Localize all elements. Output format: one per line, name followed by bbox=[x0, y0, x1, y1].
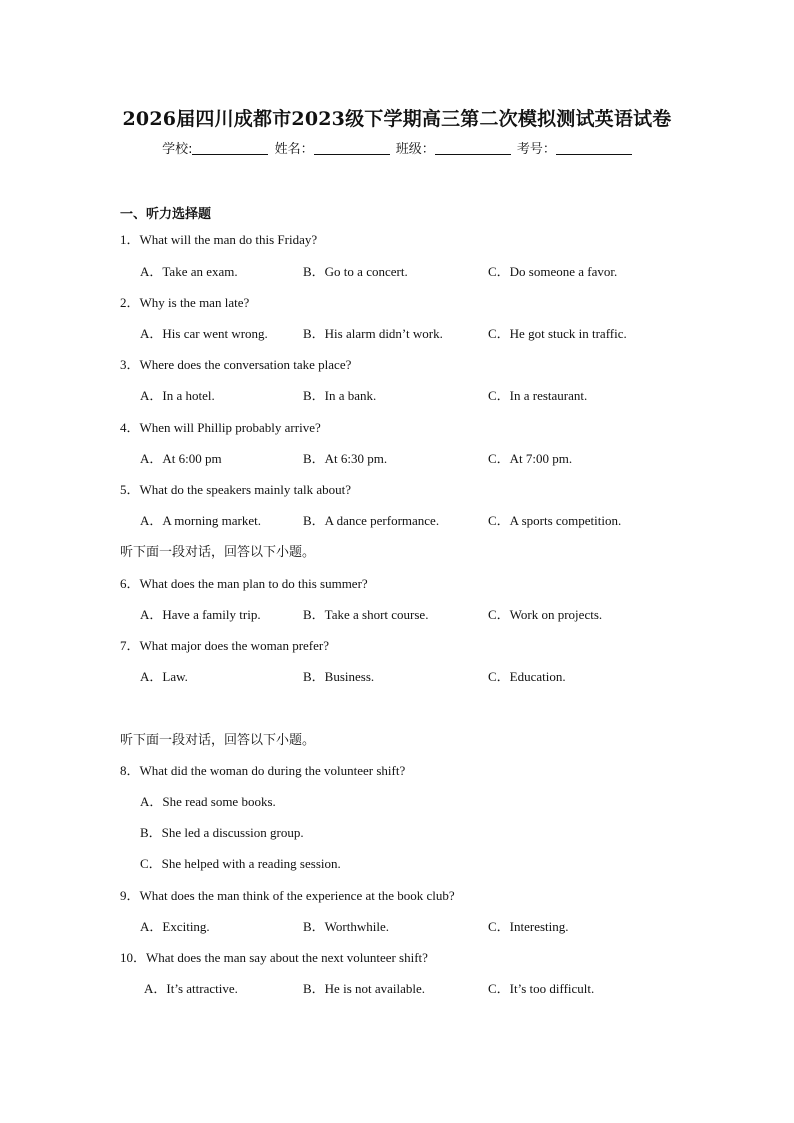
question-stem: 8．What did the woman do during the volunteer shift? bbox=[120, 763, 406, 778]
option-c: C．In a restaurant. bbox=[488, 388, 588, 403]
option-c: C．A sports competition. bbox=[488, 513, 622, 528]
option-a: A．His car went wrong. bbox=[140, 326, 268, 341]
option-c: C．It’s too difficult. bbox=[488, 981, 595, 996]
question-stem: 4．When will Phillip probably arrive? bbox=[120, 420, 321, 435]
option-b: B．Business. bbox=[303, 669, 375, 684]
student-info-line bbox=[0, 138, 794, 157]
option-a: A．Exciting. bbox=[140, 919, 210, 934]
option-b: B．At 6:30 pm. bbox=[303, 451, 388, 466]
question-stem: 5．What do the speakers mainly talk about? bbox=[120, 482, 352, 497]
option-a: A．At 6:00 pm bbox=[140, 451, 222, 466]
question-stem: 2．Why is the man late? bbox=[120, 295, 250, 310]
question-stem: 1．What will the man do this Friday? bbox=[120, 232, 318, 247]
exam-number-blank bbox=[556, 142, 632, 155]
name-field bbox=[275, 138, 390, 157]
question-stem: 9．What does the man think of the experience at the book club? bbox=[120, 888, 455, 903]
question-stem: 6．What does the man plan to do this summer? bbox=[120, 576, 368, 591]
option-a: A．She read some books. bbox=[140, 794, 276, 809]
class-blank bbox=[435, 142, 511, 155]
option-c: C．At 7:00 pm. bbox=[488, 451, 573, 466]
option-a: A．Take an exam. bbox=[140, 264, 238, 279]
question-stem: 10．What does the man say about the next volunteer shift? bbox=[120, 950, 428, 965]
option-b: B．Take a short course. bbox=[303, 607, 429, 622]
listening-instruction: 听下面一段对话，回答以下小题。 bbox=[120, 545, 316, 560]
class-label: 班级： bbox=[395, 142, 435, 157]
question-stem: 7．What major does the woman prefer? bbox=[120, 638, 330, 653]
option-b: B．Go to a concert. bbox=[303, 264, 408, 279]
school-label: 学校: bbox=[162, 142, 193, 157]
school-field bbox=[162, 138, 268, 157]
question-stem: 3．Where does the conversation take place? bbox=[120, 357, 352, 372]
option-b: B．Worthwhile. bbox=[303, 919, 389, 934]
option-b: B．He is not available. bbox=[303, 981, 426, 996]
option-c: C．Do someone a favor. bbox=[488, 264, 618, 279]
option-c: C．He got stuck in traffic. bbox=[488, 326, 627, 341]
option-a: A．A morning market. bbox=[140, 513, 261, 528]
option-b: B．In a bank. bbox=[303, 388, 377, 403]
exam-number-label: 考号： bbox=[516, 142, 556, 157]
option-b: B．His alarm didn’t work. bbox=[303, 326, 443, 341]
option-b: B．A dance performance. bbox=[303, 513, 440, 528]
option-a: A．Have a family trip. bbox=[140, 607, 261, 622]
name-blank bbox=[314, 142, 390, 155]
listening-instruction: 听下面一段对话，回答以下小题。 bbox=[120, 733, 316, 748]
option-c: C．She helped with a reading session. bbox=[140, 856, 341, 871]
option-c: C．Interesting. bbox=[488, 919, 569, 934]
page-title: 2026届四川成都市2023级下学期高三第二次模拟测试英语试卷 bbox=[122, 108, 672, 130]
option-a: A．In a hotel. bbox=[140, 388, 215, 403]
name-label: 姓名： bbox=[274, 142, 314, 157]
section-title: 一、听力选择题 bbox=[120, 207, 212, 222]
option-a: A．Law. bbox=[140, 669, 188, 684]
option-c: C．Work on projects. bbox=[488, 607, 603, 622]
exam-number-field bbox=[517, 138, 632, 157]
option-b: B．She led a discussion group. bbox=[140, 825, 304, 840]
school-blank bbox=[192, 142, 268, 155]
option-a: A．It’s attractive. bbox=[144, 981, 238, 996]
class-field bbox=[396, 138, 511, 157]
option-c: C．Education. bbox=[488, 669, 566, 684]
